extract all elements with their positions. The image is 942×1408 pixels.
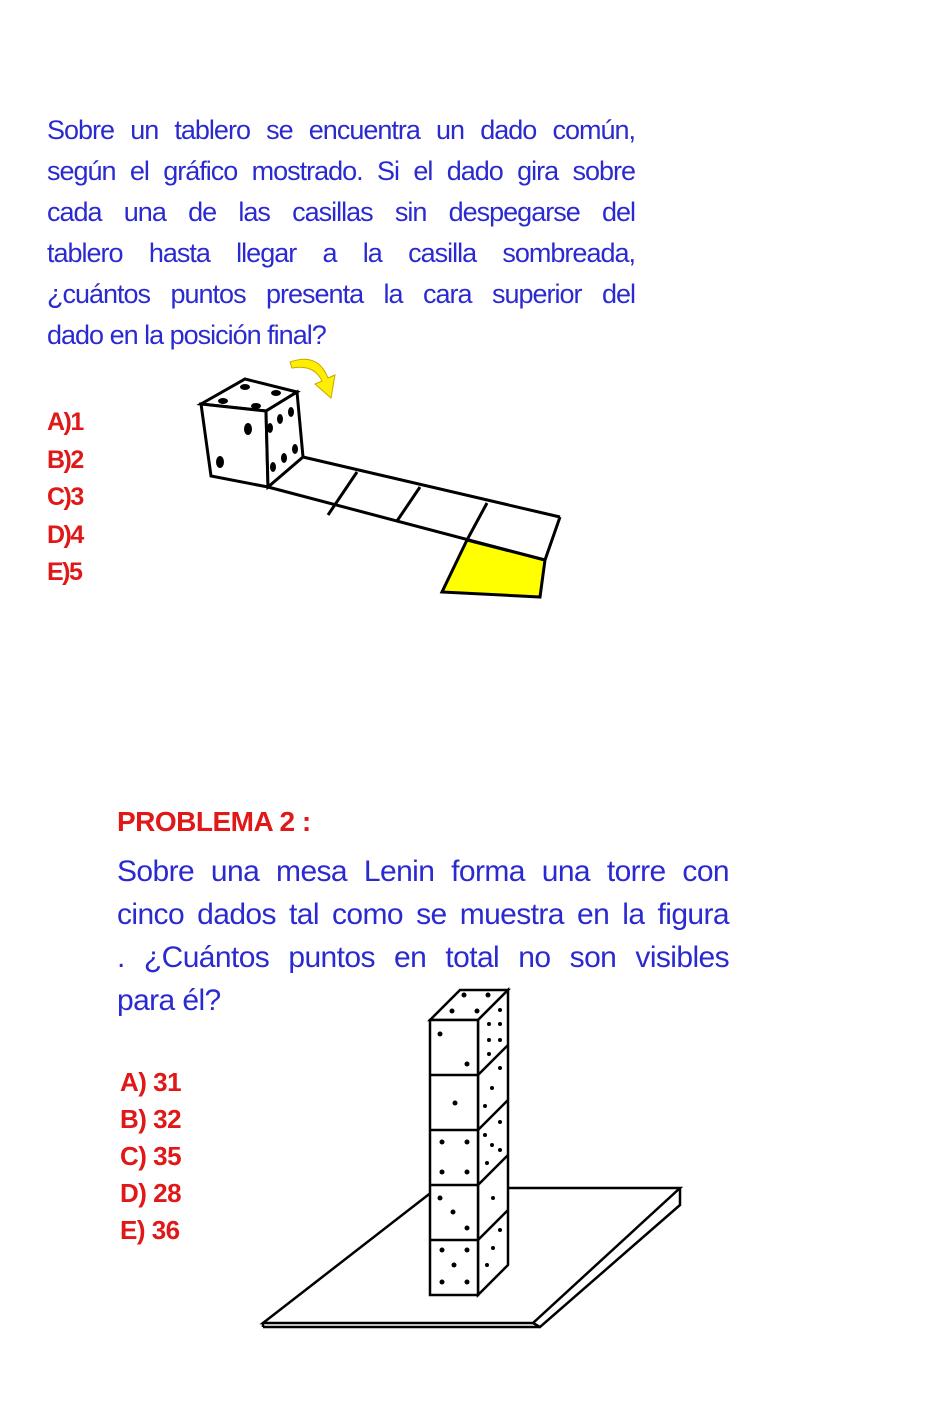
problem2-statement: [117, 850, 729, 1022]
text-line: Sobre una mesa Lenin forma una torre con: [117, 855, 729, 888]
text-line: ¿cuántos puntos presenta la cara superior del: [47, 279, 635, 309]
problem2-title: PROBLEMA 2 :: [117, 806, 311, 837]
option-e: E)5: [47, 558, 82, 586]
option-d: D) 28: [120, 1178, 182, 1208]
option-c: C)3: [47, 483, 83, 511]
option-e: E) 36: [120, 1215, 180, 1245]
option-b: B)2: [47, 445, 83, 474]
text-line: . ¿Cuántos puntos en total no son visibles: [117, 941, 729, 974]
text-line: cada una de las casillas sin despegarse del: [47, 197, 635, 227]
option-c: C) 35: [120, 1141, 182, 1171]
option-a: A) 31: [120, 1067, 182, 1097]
board-strip: [268, 457, 560, 597]
text-line: Sobre un tablero se encuentra un dado común,: [47, 115, 635, 145]
text-line: dado en la posición final?: [47, 320, 326, 350]
text-line: según el gráfico mostrado. Si el dado gira sobre: [47, 156, 635, 186]
option-a: A)1: [47, 408, 83, 436]
text-line: cinco dados tal como se muestra en la figura: [117, 898, 729, 931]
option-d: D)4: [47, 520, 83, 549]
die-icon: [201, 379, 303, 487]
text-line: para él?: [117, 984, 221, 1017]
option-b: B) 32: [120, 1104, 182, 1134]
shaded-square: [442, 540, 545, 597]
dice-tower: [430, 990, 508, 1295]
problem2-options: [120, 1064, 181, 1249]
text-line: tablero hasta llegar a la casilla sombreada,: [47, 238, 635, 268]
